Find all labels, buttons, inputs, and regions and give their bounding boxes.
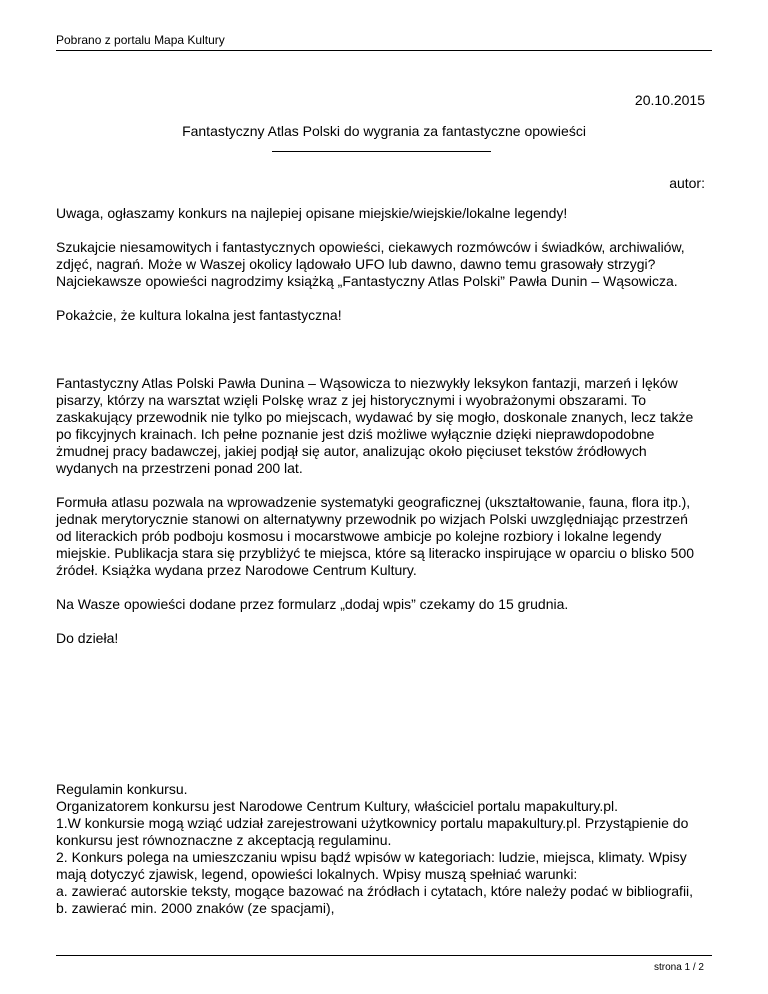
paragraph-deadline: Na Wasze opowieści dodane przez formularz „dodaj wpis” czekamy do 15 grudnia. [56,596,569,612]
header-divider [56,50,712,51]
paragraph-announcement: Uwaga, ogłaszamy konkurs na najlepiej opisane miejskie/wiejskie/lokalne legendy! [56,205,568,221]
source-header: Pobrano z portalu Mapa Kultury [56,33,225,47]
author-label: autor: [669,175,705,191]
paragraph-atlas-description: Fantastyczny Atlas Polski Pawła Dunina – Wąsowicza to niezwykły leksykon fantazji, marzeń i lęków pisarzy, którzy na warsztat wzięli Polskę wraz z jej historycznymi i wyobrażonymi obszarami. To zaskakujący przewodnik nie tylko po miejscach, wydawać by się mogło, doskonale znanych, lecz także po fikcyjnych krainach. Ich pełne poznanie jest dziś możliwe wyłącznie dzięki nieprawdopodobne żmudnej pracy badawczej, jakiej podjął się autor, analizując około pięciuset tekstów źródłowych wydanych na przestrzeni ponad 200 lat. [56,375,694,476]
paragraph-atlas-formula: Formuła atlasu pozwala na wprowadzenie systematyki geograficznej (ukształtowanie, fauna, flora itp.), jednak merytorycznie stanowi on alternatywny przewodnik po wizjach Polski uwzględniając przestrzeń od literackich prób podboju kosmosu i mocarstwowe ambicje po kolejne rozbiory i lokalne legendy miejskie. Publikacja stara się przybliżyć te miejsca, które są literacko inspirujące w oparciu o blisko 500 źródeł. Książka wydana przez Narodowe Centrum Kultury. [56,494,695,578]
paragraph-call: Szukajcie niesamowitych i fantastycznych opowieści, ciekawych rozmówców i świadków, archiwaliów, zdjęć, nagrań. Może w Waszej okolicy lądowało UFO lub dawno, dawno temu grasowały strzygi? Najciekawsze opowieści nagrodzimy książką „Fantastyczny Atlas Polski” Pawła Dunin – Wąsowicza. [56,239,685,289]
article-title: Fantastyczny Atlas Polski do wygrania za fantastyczne opowieści [182,123,586,139]
paragraph-rules: Regulamin konkursu. Organizatorem konkursu jest Narodowe Centrum Kultury, właściciel portalu mapakultury.pl. 1.W konkursie mogą wziąć udział zarejestrowani użytkownicy portalu mapakultury.pl. Przystąpienie do konkursu jest równoznaczne z akceptacją regulaminu. 2. Konkurs polega na umieszczaniu wpisu bądź wpisów w kategoriach: ludzie, miejsca, klimaty. Wpisy mają dotyczyć zjawisk, legend, opowieści lokalnych. Wpisy muszą spełniać warunki: a. zawierać autorskie teksty, mogące bazować na źródłach i cytatach, które należy podać w bibliografii, b. zawierać min. 2000 znaków (ze spacjami), [56,781,694,916]
page-number: strona 1 / 2 [653,962,704,973]
footer-divider [56,955,712,956]
paragraph-closing: Do dzieła! [56,630,119,646]
publication-date: 20.10.2015 [634,92,705,108]
title-underline [272,151,491,152]
paragraph-slogan: Pokażcie, że kultura lokalna jest fantastyczna! [56,307,342,323]
article-body [56,205,716,917]
